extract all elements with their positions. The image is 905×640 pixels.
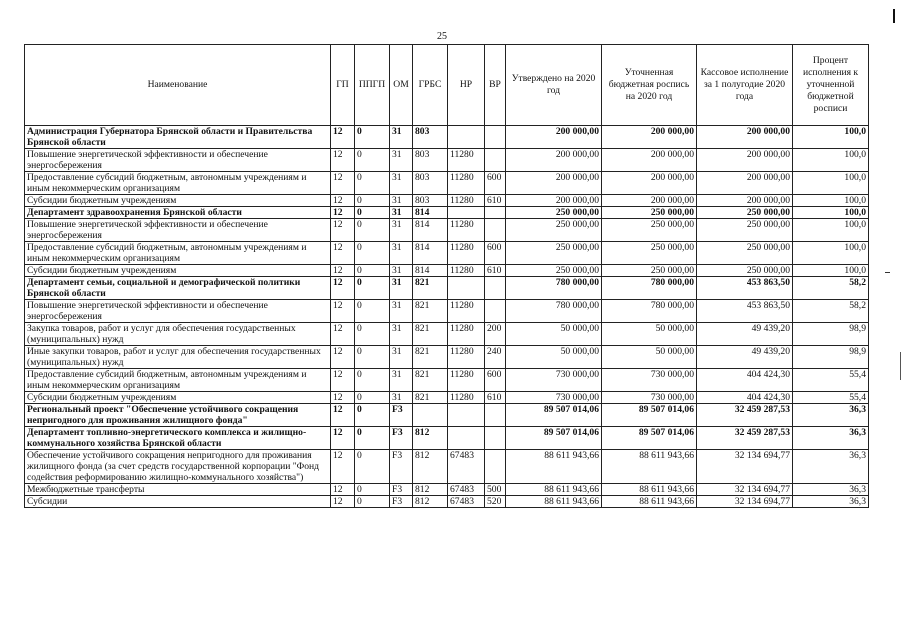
cell-approved: 200 000,00 [506, 149, 602, 172]
cell-vr [485, 404, 506, 427]
cell-grbs: 812 [413, 484, 448, 496]
cell-om: 31 [390, 195, 413, 207]
cell-vr: 600 [485, 172, 506, 195]
cell-refined: 200 000,00 [602, 172, 697, 195]
cell-np: 67483 [448, 484, 485, 496]
cell-ppgp: 0 [355, 323, 390, 346]
budget-execution-table [24, 44, 869, 508]
cell-gp: 12 [331, 242, 355, 265]
cell-ppgp: 0 [355, 450, 390, 484]
header-name: Наименование [25, 45, 331, 126]
cell-np: 11280 [448, 346, 485, 369]
cell-cash: 453 863,50 [697, 277, 793, 300]
header-refined: Уточненная бюджетная роспись на 2020 год [602, 45, 697, 126]
cell-cash: 32 134 694,77 [697, 450, 793, 484]
cell-grbs: 814 [413, 207, 448, 219]
cell-om: 31 [390, 323, 413, 346]
cell-ppgp: 0 [355, 300, 390, 323]
cell-np: 11280 [448, 369, 485, 392]
cell-ppgp: 0 [355, 496, 390, 508]
cell-percent: 36,3 [793, 427, 869, 450]
page-number: 25 [437, 31, 447, 42]
cell-ppgp: 0 [355, 126, 390, 149]
cell-percent: 100,0 [793, 149, 869, 172]
cell-vr [485, 277, 506, 300]
cell-name: Обеспечение устойчивого сокращения непригодного для проживания жилищного фонда (за счет средств государственной корпорации "Фонд содействия реформированию жилищно-коммунального хозяйства") [25, 450, 331, 484]
cell-refined: 780 000,00 [602, 300, 697, 323]
cell-name: Предоставление субсидий бюджетным, автономным учреждениям и иным некоммерческим организациям [25, 172, 331, 195]
cell-refined: 250 000,00 [602, 265, 697, 277]
cell-vr: 610 [485, 265, 506, 277]
table-row [25, 404, 869, 427]
cell-grbs: 803 [413, 126, 448, 149]
cell-vr: 200 [485, 323, 506, 346]
cell-name: Субсидии бюджетным учреждениям [25, 392, 331, 404]
table-row [25, 346, 869, 369]
cell-cash: 453 863,50 [697, 300, 793, 323]
header-vr: ВР [485, 45, 506, 126]
cell-name: Повышение энергетической эффективности и обеспечение энергосбережения [25, 219, 331, 242]
cell-gp: 12 [331, 369, 355, 392]
cell-vr [485, 149, 506, 172]
cell-gp: 12 [331, 496, 355, 508]
cell-refined: 730 000,00 [602, 392, 697, 404]
cell-om: F3 [390, 427, 413, 450]
cell-vr: 610 [485, 392, 506, 404]
table-row [25, 265, 869, 277]
cell-gp: 12 [331, 484, 355, 496]
cell-approved: 200 000,00 [506, 126, 602, 149]
cell-np: 11280 [448, 219, 485, 242]
scan-side-mark [900, 352, 901, 380]
cell-om: 31 [390, 369, 413, 392]
cell-percent: 100,0 [793, 195, 869, 207]
table-row [25, 300, 869, 323]
cell-name: Региональный проект "Обеспечение устойчивого сокращения непригодного для проживания жилищного фонда" [25, 404, 331, 427]
cell-cash: 49 439,20 [697, 323, 793, 346]
cell-gp: 12 [331, 195, 355, 207]
cell-refined: 89 507 014,06 [602, 427, 697, 450]
cell-cash: 200 000,00 [697, 172, 793, 195]
cell-gp: 12 [331, 427, 355, 450]
cell-vr [485, 450, 506, 484]
cell-grbs: 821 [413, 323, 448, 346]
table-row [25, 195, 869, 207]
header-np: НР [448, 45, 485, 126]
cell-name: Субсидии бюджетным учреждениям [25, 265, 331, 277]
cell-approved: 730 000,00 [506, 369, 602, 392]
cell-refined: 200 000,00 [602, 126, 697, 149]
cell-vr: 600 [485, 369, 506, 392]
cell-percent: 58,2 [793, 277, 869, 300]
cell-vr: 610 [485, 195, 506, 207]
cell-percent: 100,0 [793, 172, 869, 195]
cell-percent: 100,0 [793, 207, 869, 219]
cell-approved: 730 000,00 [506, 392, 602, 404]
cell-om: 31 [390, 392, 413, 404]
cell-ppgp: 0 [355, 242, 390, 265]
cell-np: 11280 [448, 172, 485, 195]
cell-grbs: 821 [413, 369, 448, 392]
cell-percent: 100,0 [793, 265, 869, 277]
cell-gp: 12 [331, 126, 355, 149]
cell-ppgp: 0 [355, 219, 390, 242]
cell-gp: 12 [331, 207, 355, 219]
cell-np: 11280 [448, 300, 485, 323]
cell-percent: 98,9 [793, 346, 869, 369]
cell-ppgp: 0 [355, 484, 390, 496]
cell-approved: 88 611 943,66 [506, 484, 602, 496]
header-om: ОМ [390, 45, 413, 126]
cell-grbs: 814 [413, 219, 448, 242]
cell-approved: 50 000,00 [506, 346, 602, 369]
cell-om: 31 [390, 172, 413, 195]
scan-dash-mark [885, 272, 890, 273]
table-row [25, 277, 869, 300]
cell-grbs: 821 [413, 277, 448, 300]
cell-refined: 250 000,00 [602, 219, 697, 242]
cell-np: 11280 [448, 392, 485, 404]
cell-refined: 88 611 943,66 [602, 496, 697, 508]
cell-np: 11280 [448, 265, 485, 277]
cell-om: 31 [390, 265, 413, 277]
cell-grbs: 812 [413, 427, 448, 450]
cell-cash: 250 000,00 [697, 207, 793, 219]
cell-ppgp: 0 [355, 392, 390, 404]
cell-cash: 200 000,00 [697, 149, 793, 172]
table-row [25, 496, 869, 508]
cell-np: 11280 [448, 242, 485, 265]
cell-grbs: 821 [413, 392, 448, 404]
cell-percent: 100,0 [793, 126, 869, 149]
cell-name: Департамент семьи, социальной и демографической политики Брянской области [25, 277, 331, 300]
cell-np [448, 207, 485, 219]
cell-vr: 500 [485, 484, 506, 496]
cell-vr [485, 207, 506, 219]
cell-gp: 12 [331, 277, 355, 300]
table-row [25, 126, 869, 149]
cell-cash: 250 000,00 [697, 242, 793, 265]
cell-name: Повышение энергетической эффективности и обеспечение энергосбережения [25, 300, 331, 323]
cell-grbs: 821 [413, 346, 448, 369]
cell-approved: 88 611 943,66 [506, 450, 602, 484]
header-gp: ГП [331, 45, 355, 126]
cell-np: 11280 [448, 323, 485, 346]
cell-grbs: 821 [413, 300, 448, 323]
cell-name: Межбюджетные трансферты [25, 484, 331, 496]
cell-grbs [413, 404, 448, 427]
cell-approved: 200 000,00 [506, 172, 602, 195]
cell-ppgp: 0 [355, 369, 390, 392]
cell-gp: 12 [331, 300, 355, 323]
cell-vr: 600 [485, 242, 506, 265]
cell-refined: 89 507 014,06 [602, 404, 697, 427]
cell-om: F3 [390, 404, 413, 427]
cell-refined: 250 000,00 [602, 242, 697, 265]
cell-ppgp: 0 [355, 346, 390, 369]
scan-edge-mark [893, 9, 895, 23]
cell-cash: 32 134 694,77 [697, 496, 793, 508]
cell-name: Закупка товаров, работ и услуг для обеспечения государственных (муниципальных) нужд [25, 323, 331, 346]
cell-vr [485, 300, 506, 323]
cell-cash: 404 424,30 [697, 392, 793, 404]
header-ppgp: ППГП [355, 45, 390, 126]
cell-refined: 88 611 943,66 [602, 484, 697, 496]
cell-vr [485, 219, 506, 242]
cell-om: 31 [390, 242, 413, 265]
cell-cash: 32 134 694,77 [697, 484, 793, 496]
cell-grbs: 814 [413, 265, 448, 277]
cell-cash: 250 000,00 [697, 265, 793, 277]
cell-om: 31 [390, 126, 413, 149]
cell-gp: 12 [331, 172, 355, 195]
cell-gp: 12 [331, 346, 355, 369]
cell-vr: 520 [485, 496, 506, 508]
cell-vr [485, 126, 506, 149]
cell-om: F3 [390, 484, 413, 496]
cell-ppgp: 0 [355, 265, 390, 277]
cell-name: Субсидии бюджетным учреждениям [25, 195, 331, 207]
cell-approved: 89 507 014,06 [506, 404, 602, 427]
cell-cash: 32 459 287,53 [697, 404, 793, 427]
cell-refined: 50 000,00 [602, 323, 697, 346]
cell-om: 31 [390, 346, 413, 369]
cell-ppgp: 0 [355, 195, 390, 207]
cell-cash: 250 000,00 [697, 219, 793, 242]
cell-percent: 36,3 [793, 484, 869, 496]
table-row [25, 207, 869, 219]
cell-approved: 88 611 943,66 [506, 496, 602, 508]
cell-gp: 12 [331, 404, 355, 427]
cell-np [448, 126, 485, 149]
header-percent: Процент исполнения к уточненной бюджетной росписи [793, 45, 869, 126]
cell-approved: 250 000,00 [506, 242, 602, 265]
cell-percent: 98,9 [793, 323, 869, 346]
cell-vr [485, 427, 506, 450]
cell-percent: 36,3 [793, 496, 869, 508]
cell-cash: 200 000,00 [697, 195, 793, 207]
cell-name: Предоставление субсидий бюджетным, автономным учреждениям и иным некоммерческим организациям [25, 369, 331, 392]
cell-percent: 58,2 [793, 300, 869, 323]
cell-gp: 12 [331, 392, 355, 404]
table-row [25, 242, 869, 265]
cell-grbs: 814 [413, 242, 448, 265]
table-header-row [25, 45, 869, 126]
cell-om: 31 [390, 277, 413, 300]
cell-name: Иные закупки товаров, работ и услуг для обеспечения государственных (муниципальных) нужд [25, 346, 331, 369]
cell-np: 11280 [448, 195, 485, 207]
cell-np: 67483 [448, 450, 485, 484]
cell-gp: 12 [331, 450, 355, 484]
cell-om: 31 [390, 149, 413, 172]
cell-approved: 250 000,00 [506, 265, 602, 277]
cell-name: Субсидии [25, 496, 331, 508]
cell-ppgp: 0 [355, 207, 390, 219]
cell-gp: 12 [331, 265, 355, 277]
cell-ppgp: 0 [355, 404, 390, 427]
table-row [25, 369, 869, 392]
table-row [25, 392, 869, 404]
cell-approved: 780 000,00 [506, 277, 602, 300]
cell-approved: 780 000,00 [506, 300, 602, 323]
cell-name: Департамент здравоохранения Брянской области [25, 207, 331, 219]
cell-percent: 36,3 [793, 404, 869, 427]
cell-grbs: 803 [413, 149, 448, 172]
header-cash: Кассовое исполнение за 1 полугодие 2020 года [697, 45, 793, 126]
cell-refined: 200 000,00 [602, 195, 697, 207]
cell-om: 31 [390, 219, 413, 242]
cell-grbs: 812 [413, 450, 448, 484]
table-row [25, 484, 869, 496]
cell-refined: 780 000,00 [602, 277, 697, 300]
cell-cash: 200 000,00 [697, 126, 793, 149]
cell-cash: 49 439,20 [697, 346, 793, 369]
cell-vr: 240 [485, 346, 506, 369]
cell-approved: 250 000,00 [506, 207, 602, 219]
cell-om: 31 [390, 207, 413, 219]
table-body [25, 126, 869, 508]
cell-percent: 100,0 [793, 219, 869, 242]
header-approved: Утверждено на 2020 год [506, 45, 602, 126]
cell-cash: 404 424,30 [697, 369, 793, 392]
cell-np [448, 277, 485, 300]
cell-name: Департамент топливно-энергетического комплекса и жилищно-коммунального хозяйства Брянской области [25, 427, 331, 450]
cell-approved: 89 507 014,06 [506, 427, 602, 450]
cell-np: 67483 [448, 496, 485, 508]
cell-percent: 36,3 [793, 450, 869, 484]
cell-np: 11280 [448, 149, 485, 172]
cell-refined: 200 000,00 [602, 149, 697, 172]
cell-gp: 12 [331, 219, 355, 242]
cell-name: Администрация Губернатора Брянской области и Правительства Брянской области [25, 126, 331, 149]
cell-refined: 250 000,00 [602, 207, 697, 219]
cell-percent: 55,4 [793, 369, 869, 392]
cell-approved: 250 000,00 [506, 219, 602, 242]
table-row [25, 450, 869, 484]
cell-approved: 200 000,00 [506, 195, 602, 207]
cell-refined: 88 611 943,66 [602, 450, 697, 484]
table-row [25, 323, 869, 346]
cell-grbs: 803 [413, 172, 448, 195]
header-grbs: ГРБС [413, 45, 448, 126]
cell-om: 31 [390, 300, 413, 323]
cell-name: Повышение энергетической эффективности и обеспечение энергосбережения [25, 149, 331, 172]
cell-ppgp: 0 [355, 277, 390, 300]
table-row [25, 149, 869, 172]
table-row [25, 219, 869, 242]
cell-np [448, 427, 485, 450]
cell-np [448, 404, 485, 427]
table-row [25, 427, 869, 450]
cell-ppgp: 0 [355, 427, 390, 450]
cell-gp: 12 [331, 149, 355, 172]
cell-approved: 50 000,00 [506, 323, 602, 346]
table-row [25, 172, 869, 195]
cell-percent: 55,4 [793, 392, 869, 404]
cell-ppgp: 0 [355, 172, 390, 195]
cell-name: Предоставление субсидий бюджетным, автономным учреждениям и иным некоммерческим организациям [25, 242, 331, 265]
cell-gp: 12 [331, 323, 355, 346]
cell-refined: 730 000,00 [602, 369, 697, 392]
cell-grbs: 803 [413, 195, 448, 207]
cell-refined: 50 000,00 [602, 346, 697, 369]
cell-cash: 32 459 287,53 [697, 427, 793, 450]
cell-om: F3 [390, 450, 413, 484]
cell-om: F3 [390, 496, 413, 508]
cell-percent: 100,0 [793, 242, 869, 265]
cell-ppgp: 0 [355, 149, 390, 172]
cell-grbs: 812 [413, 496, 448, 508]
